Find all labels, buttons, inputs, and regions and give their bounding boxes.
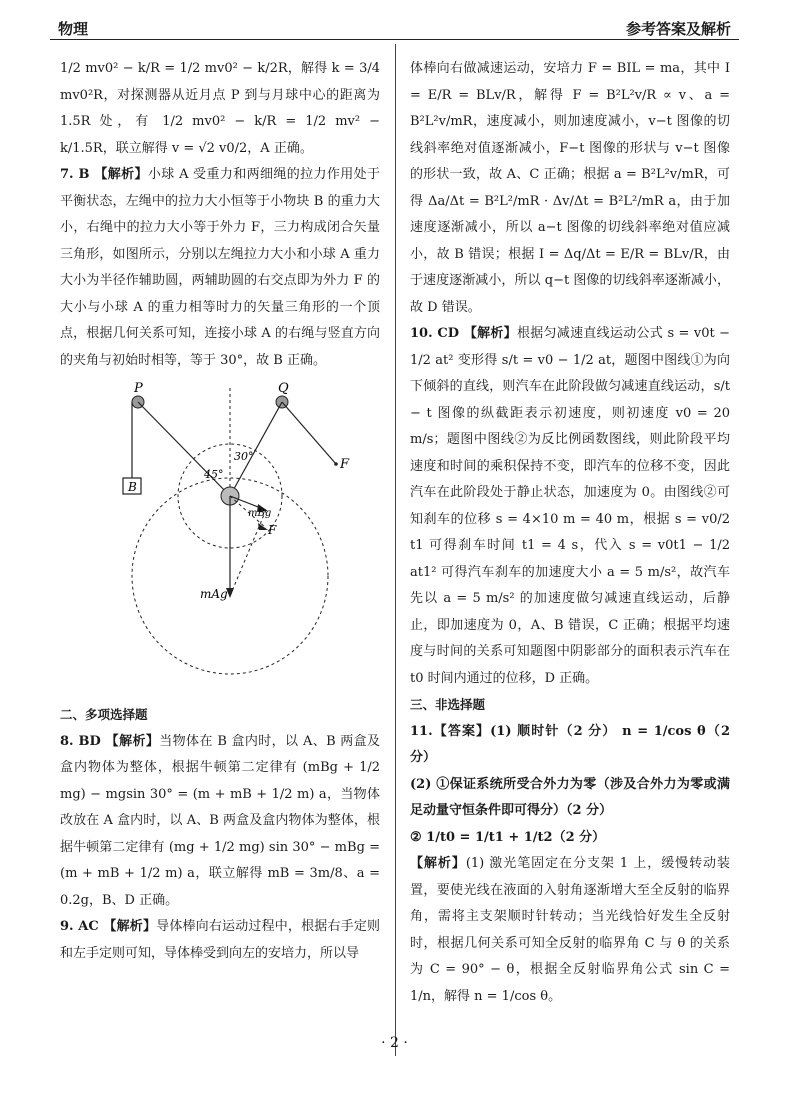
angle-30-label: 30° [234,450,254,463]
q7-text: 小球 A 受重力和两细绳的拉力作用处于平衡状态，左绳中的拉力大小恒等于小物块 B 的重力大小，右绳中的拉力大小等于外力 F，三力构成闭合矢量三角形，如图所示，分别以左绳拉力大小和小球 A 重力大小为半径作辅助圆，两辅助圆的右交点即为外力 F 的大小与小球 A 的重力相等时力的矢量三角形的一个顶点，根据几何关系可知，连接小球 A 的右绳与竖直方向的夹角与初始时相等，等于 30°，故 B 正确。 [60,167,380,368]
q11-tag: 【解析】 [410,856,466,871]
q10-answer [410,321,730,692]
q11-answer-part3: ② 1/t0 = 1/t1 + 1/t2（2 分） [410,829,606,845]
force-diagram-svg [60,378,360,698]
q8-tag: 8. BD 【解析】 [60,733,160,749]
label-mag: mAg [200,587,228,601]
q10-text: 根据匀减速直线运动公式 s = v0t − 1/2 at² 变形得 s/t = v0 − 1/2 at，题图中图线①为向下倾斜的直线，则汽车在此阶段做匀减速直线运动，s/t − t 图像的纵截距表示初速度，则初速度 v0 = 20 m/s；题图中图线②为反比例函数图线，则此阶段平均速度和时间的乘积保持不变，即汽车的位移不变，因此汽车在此阶段处于静止状态，加速度为 0。由图线②可知刹车的位移 s = 4×10 m = 40 m，根据 s = v0/2 t1 可得刹车时间 t1 = 4 s，代入 s = v0t1 − 1/2 at1² 可得汽车刹车的加速度大小 a = 5 m/s²，故汽车先以 a = 5 m/s² 的加速度做匀减速直线运动，后静止，即加速度为 0，A、B 错误，C 正确；根据平均速度与时间的关系可知题图中阴影部分的面积表示汽车在 t0 时间内通过的位移，D 正确。 [410,326,730,686]
q9-answer [60,914,380,967]
label-f-outer: F [340,457,350,472]
page-number: · 2 · [381,1035,408,1051]
label-mbg: mBg [248,508,272,519]
q8-answer [60,729,380,915]
label-b: B [128,480,137,494]
q11-text: (1) 激光笔固定在分支架 1 上，缓慢转动装置，要使光线在液面的入射角逐渐增大至全反射的临界角，需将主支架顺时针转动；当光线恰好发生全反射时，根据几何关系可知全反射的临界角 C 与 θ 的关系为 C = 90° − θ，根据全反射临界角公式 sin C = 1/n，解得 n = 1/cos θ。 [410,856,730,1004]
q9-tag: 9. AC 【解析】 [60,919,157,934]
section-3-heading: 三、非选择题 [410,697,486,712]
q7-answer [60,162,380,374]
q6-continuation: 1/2 mv0² − k/R = 1/2 mv0² − k/2R，解得 k = 3/4 mv0²R，对探测器从近月点 P 到与月球中心的距离为 1.5R 处，有 1/2 mv0² − k/R = 1/2 mv² − k/1.5R，联立解得 v = √2 v0/2，A 正确。 [60,61,380,156]
page-header [50,12,739,40]
q10-tag: 10. CD 【解析】 [410,326,517,341]
column-divider [395,44,396,1056]
q9-continuation: 体棒向右做减速运动，安培力 F = BIL = ma，其中 I = E/R = BLv/R，解得 F = B²L²v/R ∝ v、a = B²L²v/mR，速度减小，则加速度减小，v−t 图像的切线斜率绝对值逐渐减小，F−t 图像的形状与 v−t 图像的形状一致，故 A、C 正确；根据 a = B²L²v/mR，可得 Δa/Δt = B²L²/mR · Δv/Δt = B²L²/mR a，由于加速度逐渐减小，所以 a−t 图像的切线斜率绝对值应减小，故 B 错误；根据 I = Δq/Δt = E/R = BLv/R，由于速度逐渐减小，所以 q−t 图像的切线斜率逐渐减小，故 D 错误。 [410,61,730,315]
q11-explanation [410,851,730,1010]
label-f-inner: F [268,523,277,537]
q7-tag: 7. B 【解析】 [60,167,148,182]
label-q: Q [278,381,289,396]
q9-text: 导体棒向右运动过程中，根据右手定则和左手定则可知，导体棒受到向左的安培力，所以导 [60,919,380,961]
q8-text: 当物体在 B 盒内时，以 A、B 两盒及盒内物体为整体，根据牛顿第二定律有 (mBg + 1/2 mg) − mgsin 30° = (m + mB + 1/2 m) a，当物体改放在 A 盒内时，以 A、B 两盒及盒内物体为整体，根据牛顿第二定律有 (mg + 1/2 mg) sin 30° − mBg = (m + mB + 1/2 m) a，联立解得 mB = 3m/8、a = 0.2g，B、D 正确。 [60,733,380,908]
subject-label: 物理 [58,20,89,38]
q11-answer-part1: 11.【答案】(1) 顺时针（2 分） n = 1/cos θ（2 分） [410,723,730,765]
section-2-heading: 二、多项选择题 [60,707,148,722]
angle-45-label: 45° [204,468,224,481]
label-p: P [134,381,143,396]
left-column [60,56,380,967]
force-diagram [60,378,360,698]
q11-answer-part2: (2) ①保证系统所受合外力为零（涉及合外力为零或满足动量守恒条件即可得分）（2 分） [410,776,730,818]
document-title: 参考答案及解析 [625,20,731,38]
right-column [410,56,730,1010]
